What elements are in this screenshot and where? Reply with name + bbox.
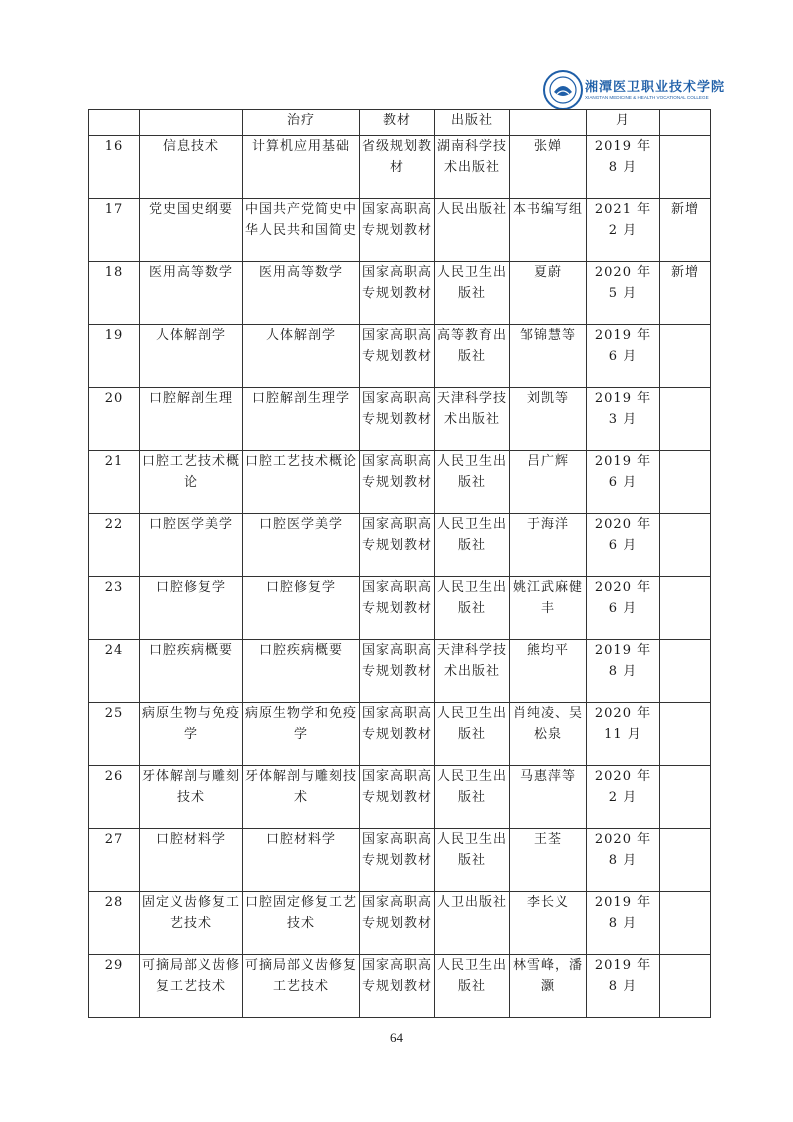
author-cell: 姚江武麻健丰 bbox=[510, 577, 587, 640]
page-number: 64 bbox=[390, 1030, 403, 1045]
publisher-cell: 人民出版社 bbox=[435, 199, 510, 262]
note-cell: 新增 bbox=[660, 262, 711, 325]
publisher-cell: 人民卫生出版社 bbox=[435, 262, 510, 325]
row-number-cell: 22 bbox=[89, 514, 140, 577]
publish-date-cell: 2020 年 2 月 bbox=[587, 766, 660, 829]
table-row bbox=[89, 514, 711, 577]
table-row bbox=[89, 136, 711, 199]
textbook-name-cell: 可摘局部义齿修复工艺技术 bbox=[243, 955, 360, 1018]
table-cell: 月 bbox=[587, 110, 660, 136]
textbook-type-cell: 省级规划教材 bbox=[360, 136, 435, 199]
textbook-type-cell: 国家高职高专规划教材 bbox=[360, 514, 435, 577]
table-row bbox=[89, 451, 711, 514]
textbook-type-cell: 国家高职高专规划教材 bbox=[360, 955, 435, 1018]
publisher-cell: 天津科学技术出版社 bbox=[435, 388, 510, 451]
textbook-type-cell: 国家高职高专规划教材 bbox=[360, 640, 435, 703]
publisher-cell: 人民卫生出版社 bbox=[435, 955, 510, 1018]
author-cell: 林雪峰，潘灏 bbox=[510, 955, 587, 1018]
college-name: 湘潭医卫职业技术学院 bbox=[585, 80, 726, 95]
textbook-name-cell: 医用高等数学 bbox=[243, 262, 360, 325]
table-row bbox=[89, 766, 711, 829]
textbook-name-cell: 口腔材料学 bbox=[243, 829, 360, 892]
textbook-name-cell: 口腔医学美学 bbox=[243, 514, 360, 577]
publisher-cell: 人民卫生出版社 bbox=[435, 766, 510, 829]
row-number-cell: 21 bbox=[89, 451, 140, 514]
note-cell bbox=[660, 892, 711, 955]
note-cell bbox=[660, 703, 711, 766]
table-row bbox=[89, 703, 711, 766]
textbook-type-cell: 国家高职高专规划教材 bbox=[360, 325, 435, 388]
note-cell bbox=[660, 955, 711, 1018]
college-name-en: XIANGTAN MEDICINE & HEALTH VOCATIONAL COLLEGE bbox=[585, 95, 709, 100]
publisher-cell: 人民卫生出版社 bbox=[435, 514, 510, 577]
note-cell bbox=[660, 766, 711, 829]
note-cell bbox=[660, 514, 711, 577]
note-cell bbox=[660, 136, 711, 199]
publish-date-cell: 2019 年 8 月 bbox=[587, 640, 660, 703]
course-name-cell: 牙体解剖与雕刻技术 bbox=[140, 766, 243, 829]
publish-date-cell: 2019 年 8 月 bbox=[587, 892, 660, 955]
publisher-cell: 人民卫生出版社 bbox=[435, 703, 510, 766]
note-cell: 新增 bbox=[660, 199, 711, 262]
publisher-cell: 高等教育出版社 bbox=[435, 325, 510, 388]
course-name-cell: 人体解剖学 bbox=[140, 325, 243, 388]
publish-date-cell: 2020 年 5 月 bbox=[587, 262, 660, 325]
textbook-type-cell: 国家高职高专规划教材 bbox=[360, 262, 435, 325]
course-name-cell: 口腔工艺技术概论 bbox=[140, 451, 243, 514]
continued-row bbox=[89, 110, 711, 136]
note-cell bbox=[660, 577, 711, 640]
author-cell: 刘凯等 bbox=[510, 388, 587, 451]
textbook-name-cell: 病原生物学和免疫学 bbox=[243, 703, 360, 766]
row-number-cell: 20 bbox=[89, 388, 140, 451]
table-cell: 教材 bbox=[360, 110, 435, 136]
course-name-cell: 可摘局部义齿修复工艺技术 bbox=[140, 955, 243, 1018]
course-name-cell: 口腔材料学 bbox=[140, 829, 243, 892]
author-cell: 于海洋 bbox=[510, 514, 587, 577]
publisher-cell: 人民卫生出版社 bbox=[435, 829, 510, 892]
table-cell bbox=[510, 110, 587, 136]
author-cell: 吕广辉 bbox=[510, 451, 587, 514]
table-row bbox=[89, 829, 711, 892]
textbook-name-cell: 中国共产党简史中华人民共和国简史 bbox=[243, 199, 360, 262]
note-cell bbox=[660, 640, 711, 703]
publish-date-cell: 2020 年 6 月 bbox=[587, 514, 660, 577]
author-cell: 熊均平 bbox=[510, 640, 587, 703]
course-name-cell: 口腔解剖生理 bbox=[140, 388, 243, 451]
table-row bbox=[89, 199, 711, 262]
textbook-type-cell: 国家高职高专规划教材 bbox=[360, 451, 435, 514]
textbook-type-cell: 国家高职高专规划教材 bbox=[360, 703, 435, 766]
course-name-cell: 病原生物与免疫学 bbox=[140, 703, 243, 766]
publish-date-cell: 2019 年 6 月 bbox=[587, 451, 660, 514]
publisher-cell: 人卫出版社 bbox=[435, 892, 510, 955]
note-cell bbox=[660, 325, 711, 388]
note-cell bbox=[660, 829, 711, 892]
row-number-cell: 25 bbox=[89, 703, 140, 766]
author-cell: 肖纯凌、吴松泉 bbox=[510, 703, 587, 766]
textbook-type-cell: 国家高职高专规划教材 bbox=[360, 388, 435, 451]
row-number-cell: 23 bbox=[89, 577, 140, 640]
row-number-cell: 26 bbox=[89, 766, 140, 829]
publish-date-cell: 2020 年 11 月 bbox=[587, 703, 660, 766]
row-number-cell: 19 bbox=[89, 325, 140, 388]
textbook-name-cell: 人体解剖学 bbox=[243, 325, 360, 388]
textbook-name-cell: 口腔工艺技术概论 bbox=[243, 451, 360, 514]
textbook-type-cell: 国家高职高专规划教材 bbox=[360, 892, 435, 955]
textbook-name-cell: 口腔疾病概要 bbox=[243, 640, 360, 703]
table-row bbox=[89, 577, 711, 640]
row-number-cell: 27 bbox=[89, 829, 140, 892]
publish-date-cell: 2021 年 2 月 bbox=[587, 199, 660, 262]
table-cell bbox=[660, 110, 711, 136]
note-cell bbox=[660, 451, 711, 514]
course-name-cell: 医用高等数学 bbox=[140, 262, 243, 325]
author-cell: 李长义 bbox=[510, 892, 587, 955]
course-name-cell: 口腔医学美学 bbox=[140, 514, 243, 577]
textbook-name-cell: 口腔解剖生理学 bbox=[243, 388, 360, 451]
textbook-table bbox=[88, 109, 711, 1018]
row-number-cell: 24 bbox=[89, 640, 140, 703]
publisher-cell: 人民卫生出版社 bbox=[435, 577, 510, 640]
table-row bbox=[89, 640, 711, 703]
course-name-cell: 固定义齿修复工艺技术 bbox=[140, 892, 243, 955]
publisher-cell: 湖南科学技术出版社 bbox=[435, 136, 510, 199]
author-cell: 邹锦慧等 bbox=[510, 325, 587, 388]
textbook-name-cell: 口腔修复学 bbox=[243, 577, 360, 640]
table-row bbox=[89, 388, 711, 451]
note-cell bbox=[660, 388, 711, 451]
publish-date-cell: 2019 年 8 月 bbox=[587, 955, 660, 1018]
textbook-name-cell: 牙体解剖与雕刻技术 bbox=[243, 766, 360, 829]
row-number-cell: 29 bbox=[89, 955, 140, 1018]
textbook-type-cell: 国家高职高专规划教材 bbox=[360, 199, 435, 262]
publish-date-cell: 2019 年 8 月 bbox=[587, 136, 660, 199]
row-number-cell: 28 bbox=[89, 892, 140, 955]
table-row bbox=[89, 892, 711, 955]
course-name-cell: 信息技术 bbox=[140, 136, 243, 199]
row-number-cell: 18 bbox=[89, 262, 140, 325]
table-cell bbox=[140, 110, 243, 136]
table-row bbox=[89, 325, 711, 388]
textbook-name-cell: 计算机应用基础 bbox=[243, 136, 360, 199]
author-cell: 王荃 bbox=[510, 829, 587, 892]
publish-date-cell: 2020 年 6 月 bbox=[587, 577, 660, 640]
publisher-cell: 人民卫生出版社 bbox=[435, 451, 510, 514]
textbook-type-cell: 国家高职高专规划教材 bbox=[360, 829, 435, 892]
textbook-type-cell: 国家高职高专规划教材 bbox=[360, 766, 435, 829]
publish-date-cell: 2020 年 8 月 bbox=[587, 829, 660, 892]
author-cell: 张婵 bbox=[510, 136, 587, 199]
table-row bbox=[89, 955, 711, 1018]
college-emblem-icon bbox=[543, 70, 583, 110]
course-name-cell: 口腔修复学 bbox=[140, 577, 243, 640]
table-cell: 出版社 bbox=[435, 110, 510, 136]
textbook-name-cell: 口腔固定修复工艺技术 bbox=[243, 892, 360, 955]
textbook-type-cell: 国家高职高专规划教材 bbox=[360, 577, 435, 640]
college-logo bbox=[543, 70, 743, 110]
table-row bbox=[89, 262, 711, 325]
course-name-cell: 口腔疾病概要 bbox=[140, 640, 243, 703]
table-cell bbox=[89, 110, 140, 136]
table-cell: 治疗 bbox=[243, 110, 360, 136]
course-name-cell: 党史国史纲要 bbox=[140, 199, 243, 262]
author-cell: 本书编写组 bbox=[510, 199, 587, 262]
author-cell: 马惠萍等 bbox=[510, 766, 587, 829]
row-number-cell: 17 bbox=[89, 199, 140, 262]
author-cell: 夏蔚 bbox=[510, 262, 587, 325]
row-number-cell: 16 bbox=[89, 136, 140, 199]
publisher-cell: 天津科学技术出版社 bbox=[435, 640, 510, 703]
publish-date-cell: 2019 年 3 月 bbox=[587, 388, 660, 451]
publish-date-cell: 2019 年 6 月 bbox=[587, 325, 660, 388]
